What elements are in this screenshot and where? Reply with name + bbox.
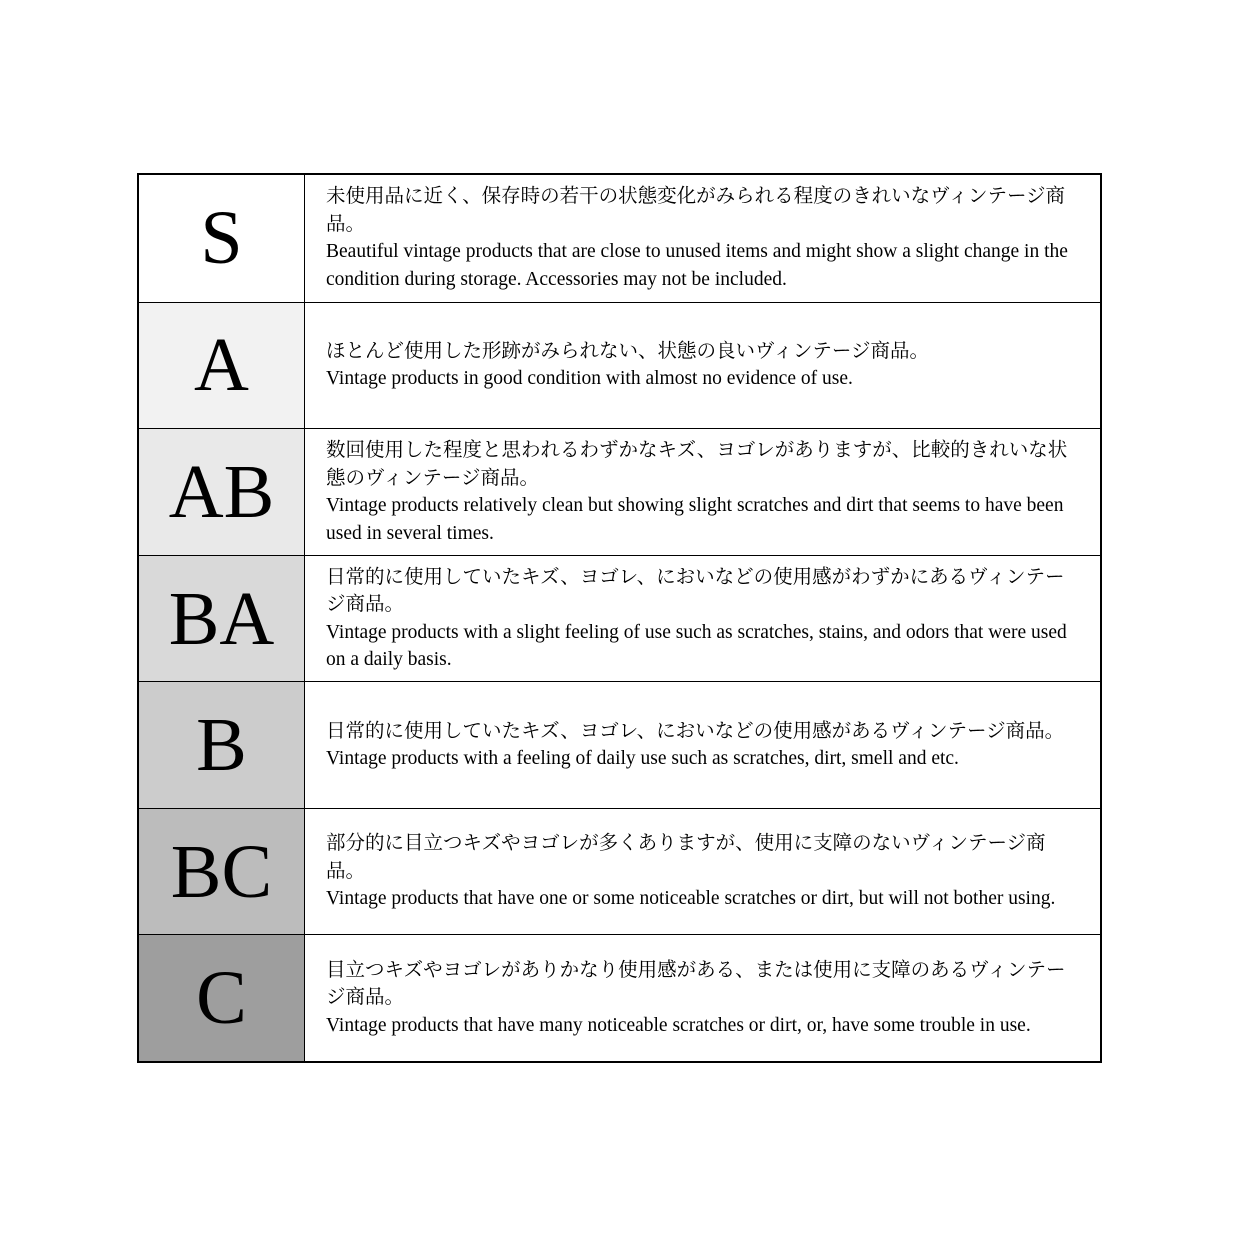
condition-grade-table (137, 173, 1102, 1063)
grade-cell (139, 935, 305, 1061)
grade-cell (139, 809, 305, 935)
table-row (139, 175, 1100, 302)
table-row (139, 555, 1100, 682)
table-row (139, 302, 1100, 429)
description-japanese: 目立つキズやヨゴレがありかなり使用感がある、または使用に支障のあるヴィンテージ商品。 (326, 959, 1066, 1009)
grade-cell (139, 429, 305, 555)
grade-label: AB (168, 450, 275, 535)
description-cell (305, 809, 1100, 935)
description-cell (305, 303, 1100, 429)
description-english: Vintage products in good condition with almost no evidence of use. (326, 368, 853, 390)
description-english: Vintage products that have many noticeable scratches or dirt, or, have some trouble in use. (326, 1014, 1031, 1036)
table-row (139, 681, 1100, 808)
description-cell (305, 175, 1100, 302)
description-japanese: 数回使用した程度と思われるわずかなキズ、ヨゴレがありますが、比較的きれいな状態のヴィンテージ商品。 (326, 440, 1068, 489)
grade-cell (139, 556, 305, 682)
grade-label: B (196, 703, 247, 788)
description-english: Vintage products with a slight feeling of use such as scratches, stains, and odors that were used on a daily basis. (326, 621, 1067, 671)
description-cell (305, 682, 1100, 808)
description-japanese: 日常的に使用していたキズ、ヨゴレ、においなどの使用感があるヴィンテージ商品。 (326, 720, 1065, 742)
description-cell (305, 429, 1100, 555)
table-row (139, 934, 1100, 1061)
description-english: Beautiful vintage products that are close to unused items and might show a slight change in the condition during storage. Accessories may not be included. (326, 241, 1068, 290)
description-english: Vintage products with a feeling of daily use such as scratches, dirt, smell and etc. (326, 748, 959, 770)
description-english: Vintage products that have one or some noticeable scratches or dirt, but will not bother using. (326, 888, 1056, 910)
table-row (139, 428, 1100, 555)
description-japanese: 部分的に目立つキズやヨゴレが多くありますが、使用に支障のないヴィンテージ商品。 (326, 833, 1046, 882)
grade-label: BA (168, 576, 275, 661)
grade-label: C (196, 956, 247, 1041)
description-english: Vintage products relatively clean but showing slight scratches and dirt that seems to have been used in several times. (326, 495, 1064, 544)
grade-cell (139, 175, 305, 302)
description-cell (305, 935, 1100, 1061)
description-cell (305, 556, 1100, 682)
grade-cell (139, 303, 305, 429)
table-row (139, 808, 1100, 935)
grade-label: A (194, 323, 249, 408)
description-japanese: 未使用品に近く、保存時の若干の状態変化がみられる程度のきれいなヴィンテージ商品。 (326, 186, 1066, 235)
grade-cell (139, 682, 305, 808)
description-japanese: 日常的に使用していたキズ、ヨゴレ、においなどの使用感がわずかにあるヴィンテージ商品。 (326, 566, 1065, 616)
grade-label: S (200, 196, 243, 281)
description-japanese: ほとんど使用した形跡がみられない、状態の良いヴィンテージ商品。 (326, 340, 929, 362)
grade-label: BC (170, 829, 273, 914)
